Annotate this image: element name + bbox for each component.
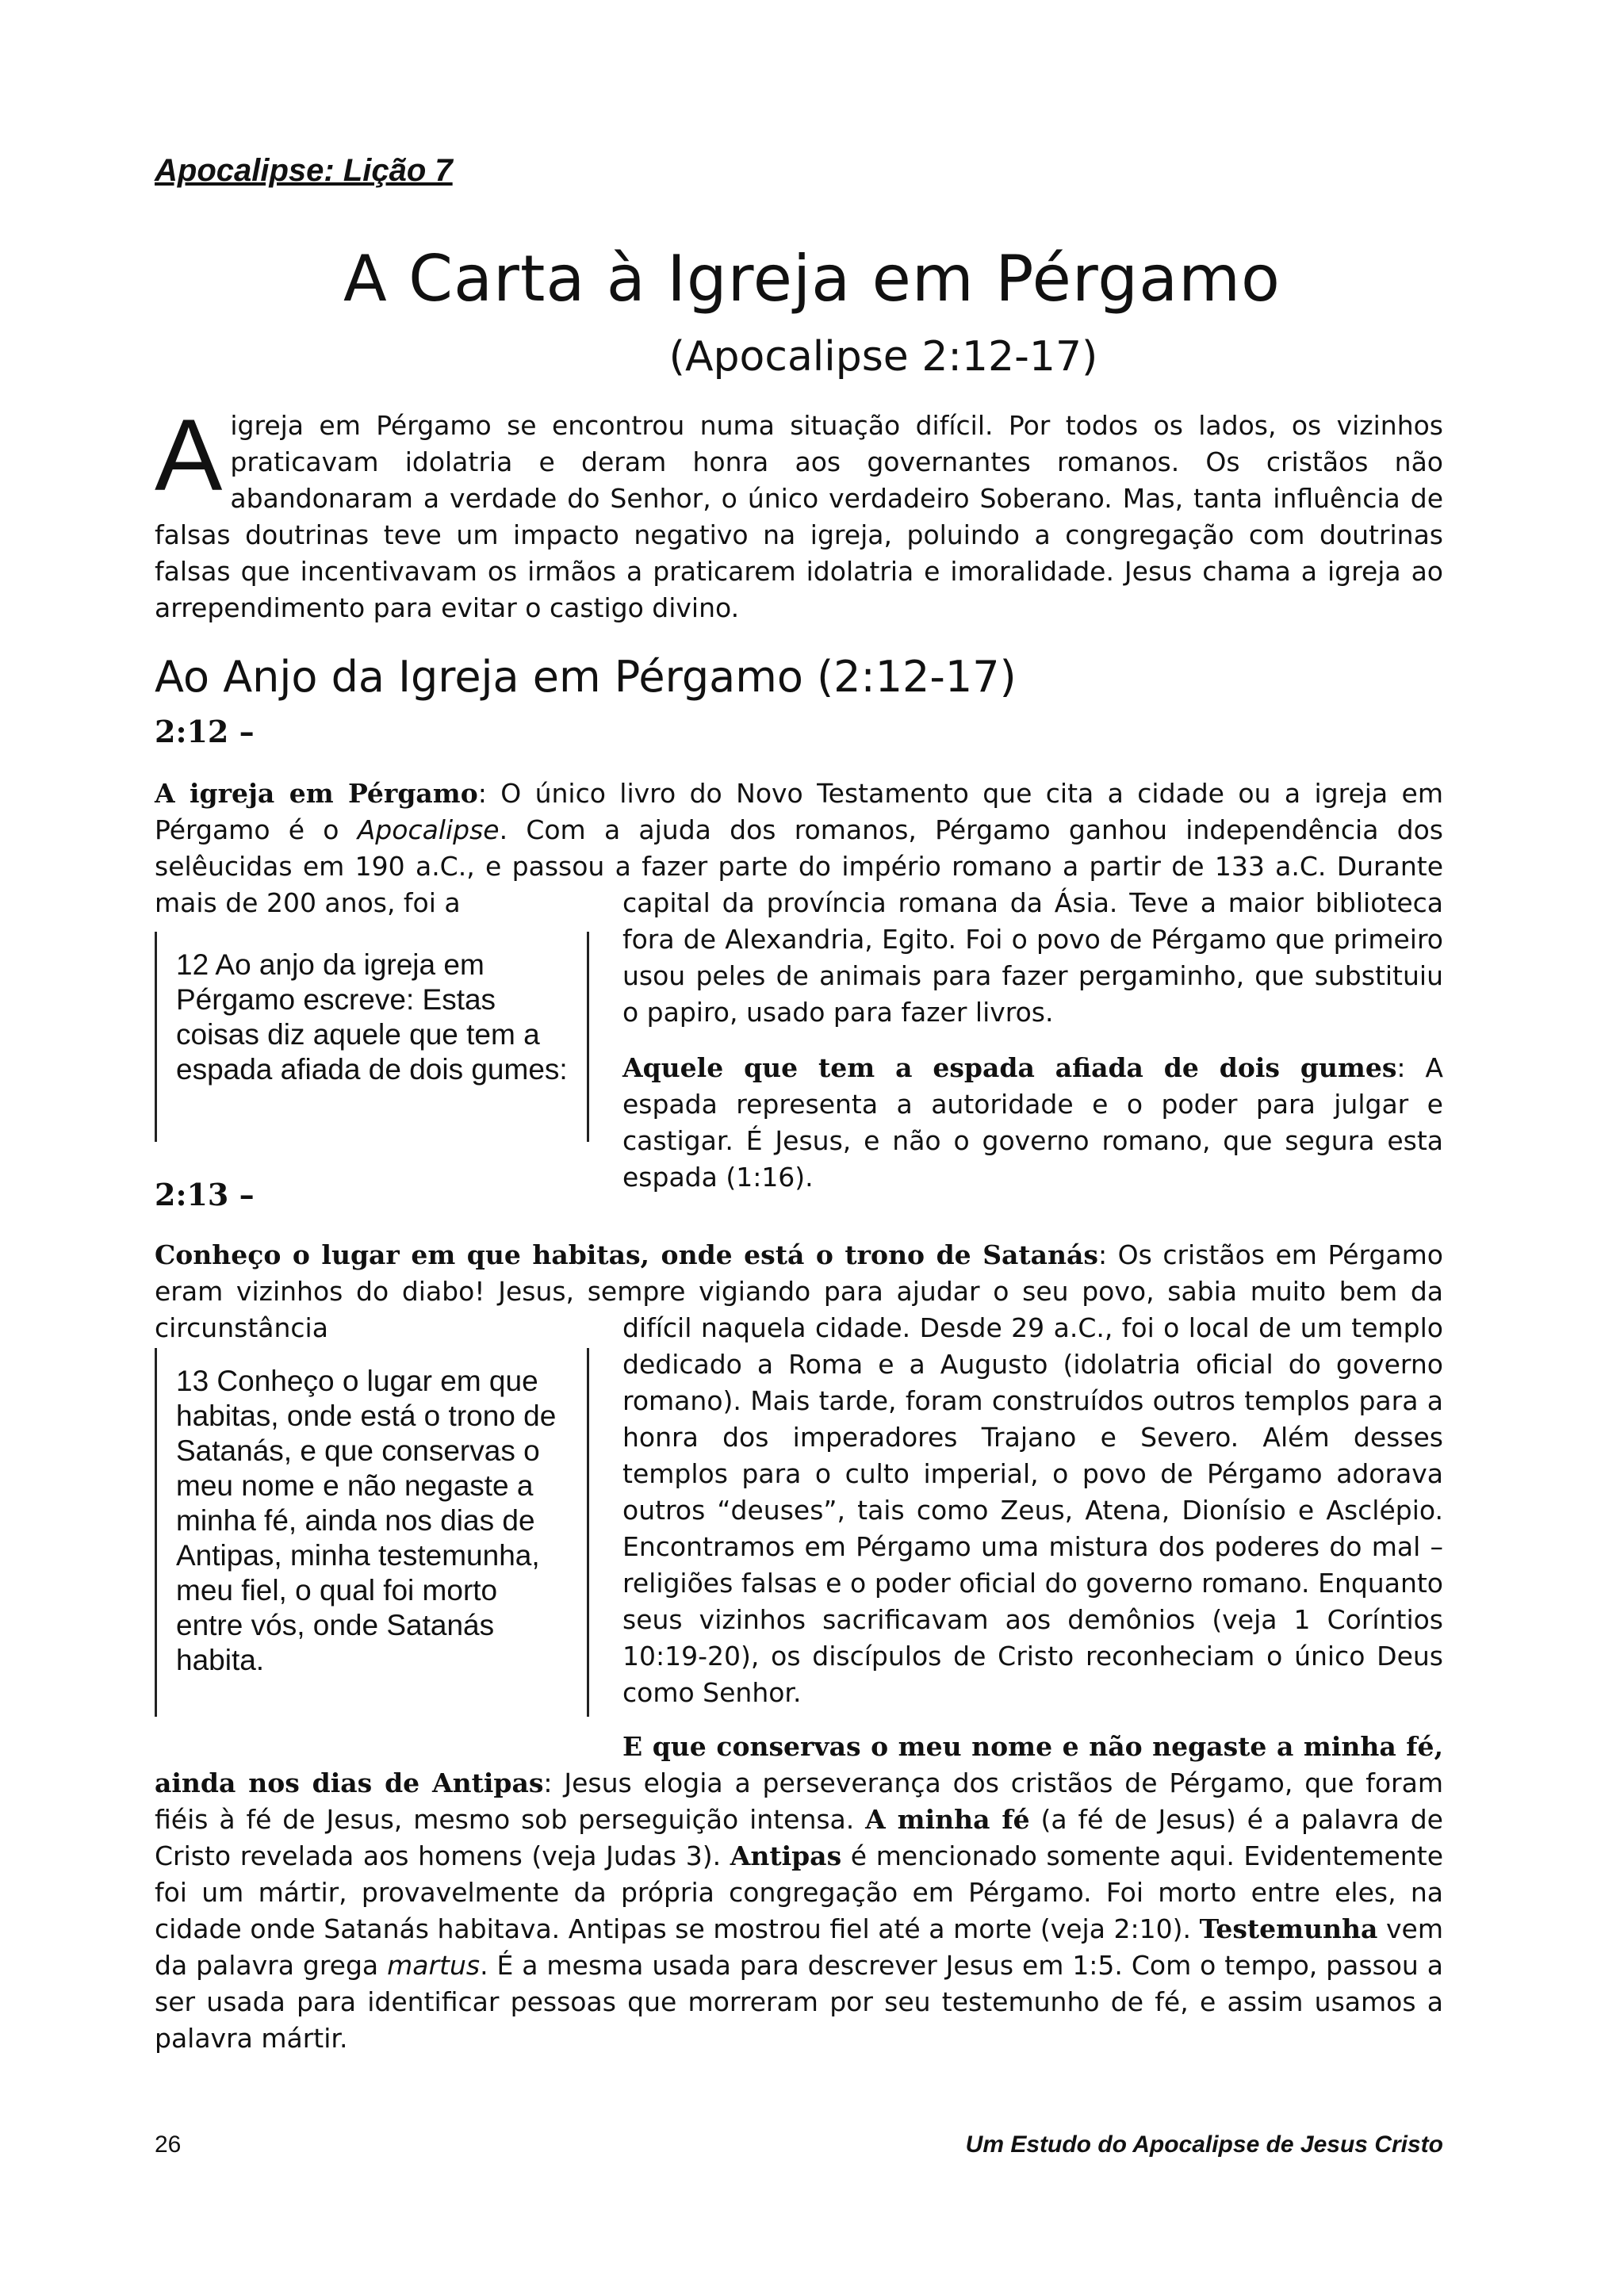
page-number: 26 [155,2131,182,2158]
footer-book-title: Um Estudo do Apocalipse de Jesus Cristo [965,2131,1443,2158]
commentary-text: . Com a ajuda dos romanos, Pérgamo ganhou independência dos selêucidas em 190 a.C., e passou a fazer parte do império romano a partir de 133 a.C. Durante mais de 200 anos, foi a [155,814,1443,918]
section-heading: Ao Anjo da Igreja em Pérgamo (2:12-17) [155,652,1017,702]
page-subtitle: (Apocalipse 2:12-17) [668,333,1098,381]
lesson-label: Apocalipse: Lição 7 [155,153,453,188]
commentary-text: : Jesus elogia a perseverança dos cristãos de Pérgamo, que foram fiéis à fé de Jesus, mesmo sob perseguição intensa. [155,1767,1443,1835]
term-heading: A igreja em Pérgamo [155,778,478,809]
commentary-2-12-continued: capital da província romana da Ásia. Teve a maior biblioteca fora de Alexandria, Egito. Foi o povo de Pérgamo que primeiro usou peles de animais para fazer pergaminho, que substituiu o papiro, usado para fazer livros. [622,887,1443,1028]
intro-text: igreja em Pérgamo se encontrou numa situação difícil. Por todos os lados, os vizinhos praticavam idolatria e deram honra aos governantes romanos. Os cristãos não abandonaram a verdade do Senhor, o único verdadeiro Soberano. Mas, tanta influência de falsas doutrinas teve um impacto negativo na igreja, poluindo a congregação com doutrinas falsas que incentivavam os irmãos a praticarem idolatria e imoralidade. Jesus chama a igreja ao arrependimento para evitar o castigo divino. [155,410,1443,623]
commentary-text: . É a mesma usada para descrever Jesus em 1:5. Com o tempo, passou a ser usada para identificar pessoas que morreram por seu testemunho de fé, e assim usamos a palavra mártir. [155,1950,1443,2054]
intro-paragraph [155,399,1443,626]
verse-ref-2-12: 2:12 – [155,714,255,749]
commentary-2-13-continued: difícil naquela cidade. Desde 29 a.C., foi o local de um templo dedicado a Roma e a Augusto (idolatria oficial do governo romano). Mais tarde, foram construídos outros templos para a honra dos imperadores Trajano e Severo. Além desses templos para o culto imperial, o povo de Pérgamo adorava outros “deuses”, tais como Zeus, Atena, Dionísio e Asclépio. Encontramos em Pérgamo uma mistura dos poderes do mal – religiões falsas e o poder oficial do governo romano. Enquanto seus vizinhos sacrificavam aos demônios (veja 1 Coríntios 10:19-20), os discípulos de Cristo reconheciam o único Deus como Senhor. [622,1312,1443,1708]
commentary-text: é mencionado somente aqui. Evidentemente foi um mártir, provavelmente da própria congregação em Pérgamo. Foi morto entre eles, na cidade onde Satanás habitava. Antipas se mostrou fiel até a morte (veja 2:10). [155,1840,1443,1944]
commentary-2-13-antipas [155,1729,1443,2057]
term-heading: Conheço o lugar em que habitas, onde está o trono de Satanás [155,1239,1098,1270]
term-minha-fe: A minha fé [865,1804,1030,1835]
term-testemunha: Testemunha [1199,1913,1378,1944]
commentary-2-12-sword [622,1050,1443,1196]
greek-word: martus [387,1950,481,1981]
commentary-text: : Os cristãos em Pérgamo eram vizinhos do diabo! Jesus, sempre vigiando para ajudar o seu povo, sabia muito bem da circunstância [155,1239,1443,1343]
commentary-text: vem da palavra grega [155,1913,1444,1981]
commentary-text: : A espada representa a autoridade e o poder para julgar e castigar. É Jesus, e não o governo romano, que segura esta espada (1:16). [622,1052,1443,1193]
verse-box-2-12: 12 Ao anjo da igreja em Pérgamo escreve: Estas coisas diz aquele que tem a espada afiada de dois gumes: [155,932,589,1142]
commentary-text: : O único livro do Novo Testamento que cita a cidade ou a igreja em Pérgamo é o [155,778,1443,845]
verse-ref-2-13: 2:13 – [155,1177,255,1212]
term-heading: E que conservas o meu nome e não negaste a minha fé, ainda nos dias de Antipas [155,1731,1443,1798]
book-name: Apocalipse [357,814,500,845]
page-title: A Carta à Igreja em Pérgamo [343,242,1281,316]
verse-box-2-13: 13 Conheço o lugar em que habitas, onde está o trono de Satanás, e que conservas o meu nome e não negaste a minha fé, ainda nos dias de Antipas, minha testemunha, meu fiel, o qual foi morto entre vós, onde Satanás habita. [155,1348,589,1717]
commentary-text: (a fé de Jesus) é a palavra de Cristo revelada aos homens (veja Judas 3). [155,1804,1443,1871]
term-heading: Aquele que tem a espada afiada de dois gumes [622,1052,1397,1083]
term-antipas: Antipas [730,1840,842,1871]
drop-cap: A [155,399,223,512]
